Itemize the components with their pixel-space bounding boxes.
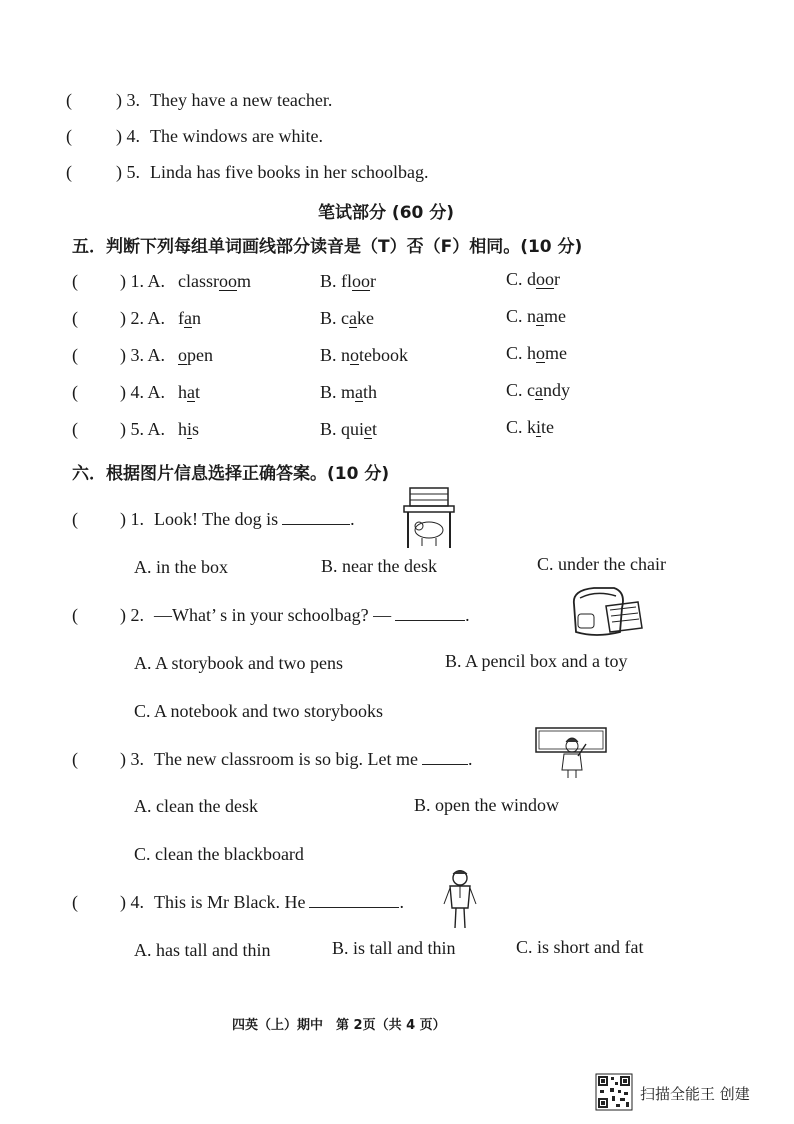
answer-bracket[interactable]: ( bbox=[66, 162, 72, 182]
option-c: C. under the chair bbox=[537, 554, 666, 574]
option-a: A. in the box bbox=[134, 557, 228, 577]
option-c: C. door bbox=[506, 269, 561, 289]
item-text: They have a new teacher. bbox=[150, 90, 333, 110]
option-b: B. near the desk bbox=[321, 556, 437, 576]
question-number: ) 1. bbox=[120, 509, 144, 529]
option-c: C. kite bbox=[506, 417, 555, 437]
question-text: Look! The dog is . bbox=[154, 509, 355, 529]
question-text: This is Mr Black. He . bbox=[154, 892, 404, 912]
underlined-letters: oo bbox=[536, 269, 555, 289]
item-number: ) 4. A. bbox=[120, 382, 165, 402]
section6-title: 六．根据图片信息选择正确答案。(10 分) bbox=[72, 464, 390, 484]
option-a: open bbox=[178, 345, 213, 365]
item-number: ) 5. bbox=[116, 162, 140, 182]
option-b: B. math bbox=[320, 382, 378, 402]
option-a: classroom bbox=[178, 271, 251, 291]
answer-blank[interactable] bbox=[282, 510, 350, 525]
item-number: ) 2. A. bbox=[120, 308, 165, 328]
option-a: hat bbox=[178, 382, 201, 402]
item-number: ) 5. A. bbox=[120, 419, 165, 439]
option-b: B. cake bbox=[320, 308, 374, 328]
answer-bracket[interactable]: ( bbox=[72, 345, 78, 365]
option-b: B. A pencil box and a toy bbox=[445, 651, 628, 671]
question-number: ) 3. bbox=[120, 749, 144, 769]
option-a: his bbox=[178, 419, 200, 439]
item-number: ) 3. bbox=[116, 90, 140, 110]
answer-bracket[interactable]: ( bbox=[72, 509, 78, 529]
item-number: ) 4. bbox=[116, 126, 140, 146]
option-a: fan bbox=[178, 308, 201, 328]
section5-title: 五．判断下列每组单词画线部分读音是（T）否（F）相同。(10 分) bbox=[72, 237, 583, 257]
answer-bracket[interactable]: ( bbox=[72, 308, 78, 328]
answer-bracket[interactable]: ( bbox=[66, 90, 72, 110]
option-c: C. A notebook and two storybooks bbox=[134, 701, 384, 721]
answer-blank[interactable] bbox=[422, 750, 468, 765]
underlined-letters: o bbox=[178, 345, 187, 365]
option-b: B. open the window bbox=[414, 795, 559, 815]
item-number: ) 3. A. bbox=[120, 345, 165, 365]
underlined-letters: a bbox=[349, 308, 357, 328]
item-text: The windows are white. bbox=[150, 126, 323, 146]
option-b: B. quiet bbox=[320, 419, 378, 439]
option-c: C. is short and fat bbox=[516, 937, 644, 957]
qr-code-icon bbox=[596, 1074, 632, 1110]
underlined-letters: o bbox=[350, 345, 360, 365]
option-c: C. home bbox=[506, 343, 568, 363]
answer-bracket[interactable]: ( bbox=[72, 749, 78, 769]
option-a: A. A storybook and two pens bbox=[134, 653, 343, 673]
underlined-letters: oo bbox=[218, 271, 237, 291]
underlined-letters: a bbox=[184, 308, 192, 328]
answer-bracket[interactable]: ( bbox=[72, 605, 78, 625]
option-a: A. clean the desk bbox=[134, 796, 258, 816]
page-footer: 四英（上）期中 第 2页（共 4 页） bbox=[232, 1018, 446, 1033]
schoolbag-icon bbox=[566, 584, 646, 640]
underlined-letters: o bbox=[536, 343, 546, 363]
option-c: C. clean the blackboard bbox=[134, 844, 304, 864]
answer-blank[interactable] bbox=[395, 606, 465, 621]
option-b: B. is tall and thin bbox=[332, 938, 456, 958]
written-part-title: 笔试部分 (60 分) bbox=[318, 203, 455, 223]
answer-bracket[interactable]: ( bbox=[72, 271, 78, 291]
question-number: ) 4. bbox=[120, 892, 144, 912]
answer-bracket[interactable]: ( bbox=[72, 382, 78, 402]
girl-cleaning-blackboard-icon bbox=[532, 724, 610, 780]
option-c: C. candy bbox=[506, 380, 570, 400]
mr-black-icon bbox=[440, 868, 480, 930]
underlined-letters: a bbox=[187, 382, 195, 402]
underlined-letters: a bbox=[535, 380, 543, 400]
option-b: B. floor bbox=[320, 271, 377, 291]
answer-bracket[interactable]: ( bbox=[66, 126, 72, 146]
answer-bracket[interactable]: ( bbox=[72, 892, 78, 912]
option-c: C. name bbox=[506, 306, 567, 326]
answer-bracket[interactable]: ( bbox=[72, 419, 78, 439]
option-a: A. has tall and thin bbox=[134, 940, 271, 960]
question-text: —What’ s in your schoolbag? — . bbox=[154, 605, 470, 625]
answer-blank[interactable] bbox=[309, 893, 399, 908]
question-text: The new classroom is so big. Let me . bbox=[154, 749, 473, 769]
underlined-letters: e bbox=[364, 419, 373, 439]
question-number: ) 2. bbox=[120, 605, 144, 625]
underlined-letters: i bbox=[187, 419, 193, 439]
option-b: B. notebook bbox=[320, 345, 409, 365]
underlined-letters: i bbox=[536, 417, 542, 437]
item-text: Linda has five books in her schoolbag. bbox=[150, 162, 429, 182]
scanner-watermark: 扫描全能王 创建 bbox=[640, 1085, 750, 1103]
underlined-letters: a bbox=[355, 382, 364, 402]
dog-under-chair-icon bbox=[402, 486, 456, 550]
underlined-letters: a bbox=[536, 306, 545, 326]
item-number: ) 1. A. bbox=[120, 271, 165, 291]
underlined-letters: oo bbox=[352, 271, 371, 291]
